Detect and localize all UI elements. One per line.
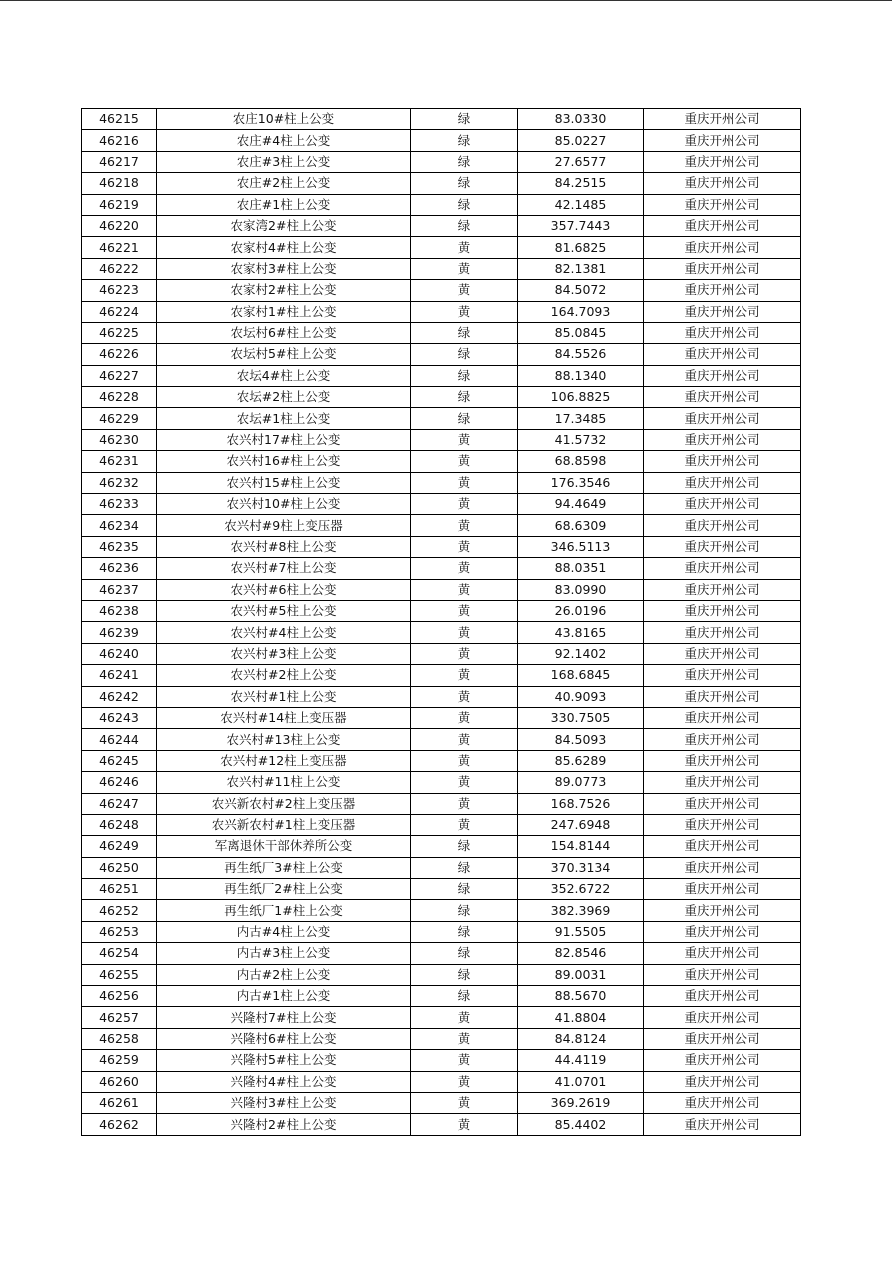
table-row <box>82 1007 801 1028</box>
value-cell: 40.9093 <box>518 686 644 707</box>
table-row <box>82 258 801 279</box>
value-cell: 168.6845 <box>518 665 644 686</box>
value-cell: 382.3969 <box>518 900 644 921</box>
table-row <box>82 772 801 793</box>
name-cell: 农兴村#4柱上公变 <box>157 622 411 643</box>
table-row <box>82 408 801 429</box>
value-cell: 370.3134 <box>518 857 644 878</box>
id-cell: 46243 <box>82 707 157 728</box>
value-cell: 94.4649 <box>518 494 644 515</box>
status-cell: 绿 <box>411 322 518 343</box>
status-cell: 绿 <box>411 387 518 408</box>
table-row <box>82 943 801 964</box>
company-cell: 重庆开州公司 <box>644 921 801 942</box>
id-cell: 46227 <box>82 365 157 386</box>
status-cell: 黄 <box>411 579 518 600</box>
name-cell: 内古#1柱上公变 <box>157 986 411 1007</box>
name-cell: 农庄10#柱上公变 <box>157 109 411 130</box>
company-cell: 重庆开州公司 <box>644 643 801 664</box>
status-cell: 绿 <box>411 921 518 942</box>
company-cell: 重庆开州公司 <box>644 600 801 621</box>
company-cell: 重庆开州公司 <box>644 622 801 643</box>
company-cell: 重庆开州公司 <box>644 750 801 771</box>
value-cell: 81.6825 <box>518 237 644 258</box>
company-cell: 重庆开州公司 <box>644 109 801 130</box>
company-cell: 重庆开州公司 <box>644 793 801 814</box>
value-cell: 41.8804 <box>518 1007 644 1028</box>
value-cell: 17.3485 <box>518 408 644 429</box>
id-cell: 46240 <box>82 643 157 664</box>
id-cell: 46232 <box>82 472 157 493</box>
company-cell: 重庆开州公司 <box>644 729 801 750</box>
name-cell: 农兴村#14柱上变压器 <box>157 707 411 728</box>
value-cell: 68.6309 <box>518 515 644 536</box>
table-row <box>82 365 801 386</box>
value-cell: 85.0845 <box>518 322 644 343</box>
value-cell: 88.5670 <box>518 986 644 1007</box>
id-cell: 46241 <box>82 665 157 686</box>
name-cell: 农兴村#12柱上变压器 <box>157 750 411 771</box>
value-cell: 82.1381 <box>518 258 644 279</box>
name-cell: 农家湾2#柱上公变 <box>157 215 411 236</box>
status-cell: 黄 <box>411 665 518 686</box>
company-cell: 重庆开州公司 <box>644 215 801 236</box>
status-cell: 黄 <box>411 750 518 771</box>
table-row <box>82 515 801 536</box>
name-cell: 兴隆村2#柱上公变 <box>157 1114 411 1135</box>
value-cell: 84.5072 <box>518 280 644 301</box>
name-cell: 农坛#1柱上公变 <box>157 408 411 429</box>
id-cell: 46223 <box>82 280 157 301</box>
status-cell: 黄 <box>411 600 518 621</box>
table-row <box>82 130 801 151</box>
table-row <box>82 814 801 835</box>
status-cell: 绿 <box>411 173 518 194</box>
company-cell: 重庆开州公司 <box>644 857 801 878</box>
name-cell: 农兴村#13柱上公变 <box>157 729 411 750</box>
table-row <box>82 900 801 921</box>
value-cell: 154.8144 <box>518 836 644 857</box>
table-row <box>82 793 801 814</box>
table-row <box>82 472 801 493</box>
table-row <box>82 1050 801 1071</box>
status-cell: 黄 <box>411 558 518 579</box>
company-cell: 重庆开州公司 <box>644 665 801 686</box>
status-cell: 黄 <box>411 707 518 728</box>
company-cell: 重庆开州公司 <box>644 814 801 835</box>
value-cell: 82.8546 <box>518 943 644 964</box>
company-cell: 重庆开州公司 <box>644 772 801 793</box>
id-cell: 46230 <box>82 429 157 450</box>
table-row <box>82 1114 801 1135</box>
company-cell: 重庆开州公司 <box>644 451 801 472</box>
company-cell: 重庆开州公司 <box>644 515 801 536</box>
name-cell: 农坛#2柱上公变 <box>157 387 411 408</box>
name-cell: 兴隆村5#柱上公变 <box>157 1050 411 1071</box>
company-cell: 重庆开州公司 <box>644 536 801 557</box>
company-cell: 重庆开州公司 <box>644 1028 801 1049</box>
name-cell: 农坛村5#柱上公变 <box>157 344 411 365</box>
company-cell: 重庆开州公司 <box>644 194 801 215</box>
company-cell: 重庆开州公司 <box>644 1050 801 1071</box>
id-cell: 46244 <box>82 729 157 750</box>
transformer-table <box>81 108 801 1136</box>
table-row <box>82 750 801 771</box>
id-cell: 46247 <box>82 793 157 814</box>
table-row <box>82 665 801 686</box>
status-cell: 绿 <box>411 900 518 921</box>
value-cell: 346.5113 <box>518 536 644 557</box>
id-cell: 46248 <box>82 814 157 835</box>
table-row <box>82 151 801 172</box>
status-cell: 黄 <box>411 536 518 557</box>
id-cell: 46220 <box>82 215 157 236</box>
status-cell: 黄 <box>411 429 518 450</box>
name-cell: 内古#3柱上公变 <box>157 943 411 964</box>
status-cell: 绿 <box>411 130 518 151</box>
table-row <box>82 536 801 557</box>
name-cell: 农兴新农村#1柱上变压器 <box>157 814 411 835</box>
value-cell: 43.8165 <box>518 622 644 643</box>
table-row <box>82 215 801 236</box>
company-cell: 重庆开州公司 <box>644 151 801 172</box>
value-cell: 85.4402 <box>518 1114 644 1135</box>
status-cell: 黄 <box>411 814 518 835</box>
company-cell: 重庆开州公司 <box>644 387 801 408</box>
value-cell: 247.6948 <box>518 814 644 835</box>
name-cell: 兴隆村4#柱上公变 <box>157 1071 411 1092</box>
table-row <box>82 964 801 985</box>
status-cell: 黄 <box>411 729 518 750</box>
id-cell: 46239 <box>82 622 157 643</box>
value-cell: 26.0196 <box>518 600 644 621</box>
company-cell: 重庆开州公司 <box>644 900 801 921</box>
id-cell: 46260 <box>82 1071 157 1092</box>
status-cell: 黄 <box>411 451 518 472</box>
status-cell: 绿 <box>411 365 518 386</box>
value-cell: 369.2619 <box>518 1092 644 1113</box>
name-cell: 兴隆村6#柱上公变 <box>157 1028 411 1049</box>
name-cell: 内古#2柱上公变 <box>157 964 411 985</box>
table-row <box>82 879 801 900</box>
table-row <box>82 1071 801 1092</box>
status-cell: 绿 <box>411 964 518 985</box>
name-cell: 农兴村#7柱上公变 <box>157 558 411 579</box>
table-row <box>82 600 801 621</box>
table-row <box>82 686 801 707</box>
value-cell: 88.0351 <box>518 558 644 579</box>
id-cell: 46217 <box>82 151 157 172</box>
company-cell: 重庆开州公司 <box>644 280 801 301</box>
table-row <box>82 237 801 258</box>
company-cell: 重庆开州公司 <box>644 322 801 343</box>
name-cell: 农庄#4柱上公变 <box>157 130 411 151</box>
id-cell: 46215 <box>82 109 157 130</box>
company-cell: 重庆开州公司 <box>644 429 801 450</box>
table-row <box>82 643 801 664</box>
table-row <box>82 558 801 579</box>
name-cell: 农兴村#3柱上公变 <box>157 643 411 664</box>
company-cell: 重庆开州公司 <box>644 943 801 964</box>
company-cell: 重庆开州公司 <box>644 237 801 258</box>
id-cell: 46249 <box>82 836 157 857</box>
table-row <box>82 857 801 878</box>
table-body <box>82 109 801 1136</box>
status-cell: 绿 <box>411 151 518 172</box>
name-cell: 农坛村6#柱上公变 <box>157 322 411 343</box>
value-cell: 44.4119 <box>518 1050 644 1071</box>
company-cell: 重庆开州公司 <box>644 494 801 515</box>
company-cell: 重庆开州公司 <box>644 1007 801 1028</box>
id-cell: 46216 <box>82 130 157 151</box>
name-cell: 农兴村#1柱上公变 <box>157 686 411 707</box>
id-cell: 46261 <box>82 1092 157 1113</box>
value-cell: 164.7093 <box>518 301 644 322</box>
name-cell: 农兴村#9柱上变压器 <box>157 515 411 536</box>
table-row <box>82 986 801 1007</box>
status-cell: 绿 <box>411 879 518 900</box>
table-row <box>82 322 801 343</box>
company-cell: 重庆开州公司 <box>644 408 801 429</box>
value-cell: 83.0330 <box>518 109 644 130</box>
name-cell: 农家村1#柱上公变 <box>157 301 411 322</box>
value-cell: 41.5732 <box>518 429 644 450</box>
name-cell: 农家村3#柱上公变 <box>157 258 411 279</box>
value-cell: 89.0773 <box>518 772 644 793</box>
value-cell: 42.1485 <box>518 194 644 215</box>
status-cell: 绿 <box>411 857 518 878</box>
status-cell: 黄 <box>411 237 518 258</box>
name-cell: 农庄#3柱上公变 <box>157 151 411 172</box>
name-cell: 兴隆村3#柱上公变 <box>157 1092 411 1113</box>
value-cell: 92.1402 <box>518 643 644 664</box>
company-cell: 重庆开州公司 <box>644 258 801 279</box>
company-cell: 重庆开州公司 <box>644 1114 801 1135</box>
value-cell: 91.5505 <box>518 921 644 942</box>
table-row <box>82 429 801 450</box>
table-row <box>82 729 801 750</box>
status-cell: 黄 <box>411 793 518 814</box>
company-cell: 重庆开州公司 <box>644 558 801 579</box>
name-cell: 农庄#1柱上公变 <box>157 194 411 215</box>
id-cell: 46226 <box>82 344 157 365</box>
status-cell: 黄 <box>411 643 518 664</box>
table-row <box>82 387 801 408</box>
id-cell: 46225 <box>82 322 157 343</box>
id-cell: 46221 <box>82 237 157 258</box>
id-cell: 46242 <box>82 686 157 707</box>
name-cell: 再生纸厂1#柱上公变 <box>157 900 411 921</box>
name-cell: 农兴村15#柱上公变 <box>157 472 411 493</box>
status-cell: 绿 <box>411 986 518 1007</box>
name-cell: 农家村4#柱上公变 <box>157 237 411 258</box>
id-cell: 46231 <box>82 451 157 472</box>
page-top-border <box>0 0 892 1</box>
company-cell: 重庆开州公司 <box>644 301 801 322</box>
table-row <box>82 494 801 515</box>
table-row <box>82 301 801 322</box>
value-cell: 84.5093 <box>518 729 644 750</box>
status-cell: 绿 <box>411 215 518 236</box>
value-cell: 352.6722 <box>518 879 644 900</box>
table-row <box>82 707 801 728</box>
table-row <box>82 579 801 600</box>
company-cell: 重庆开州公司 <box>644 707 801 728</box>
id-cell: 46219 <box>82 194 157 215</box>
company-cell: 重庆开州公司 <box>644 472 801 493</box>
status-cell: 黄 <box>411 1092 518 1113</box>
status-cell: 绿 <box>411 344 518 365</box>
table-row <box>82 280 801 301</box>
value-cell: 85.6289 <box>518 750 644 771</box>
id-cell: 46224 <box>82 301 157 322</box>
status-cell: 绿 <box>411 836 518 857</box>
value-cell: 176.3546 <box>518 472 644 493</box>
id-cell: 46255 <box>82 964 157 985</box>
name-cell: 内古#4柱上公变 <box>157 921 411 942</box>
table-row <box>82 451 801 472</box>
id-cell: 46259 <box>82 1050 157 1071</box>
status-cell: 绿 <box>411 194 518 215</box>
name-cell: 农兴村#5柱上公变 <box>157 600 411 621</box>
status-cell: 黄 <box>411 1114 518 1135</box>
table-row <box>82 194 801 215</box>
status-cell: 黄 <box>411 258 518 279</box>
name-cell: 农庄#2柱上公变 <box>157 173 411 194</box>
id-cell: 46228 <box>82 387 157 408</box>
value-cell: 68.8598 <box>518 451 644 472</box>
status-cell: 绿 <box>411 408 518 429</box>
id-cell: 46229 <box>82 408 157 429</box>
table-row <box>82 1028 801 1049</box>
id-cell: 46256 <box>82 986 157 1007</box>
id-cell: 46245 <box>82 750 157 771</box>
status-cell: 黄 <box>411 1050 518 1071</box>
name-cell: 农坛4#柱上公变 <box>157 365 411 386</box>
name-cell: 农兴村#2柱上公变 <box>157 665 411 686</box>
value-cell: 83.0990 <box>518 579 644 600</box>
value-cell: 41.0701 <box>518 1071 644 1092</box>
status-cell: 绿 <box>411 943 518 964</box>
company-cell: 重庆开州公司 <box>644 879 801 900</box>
id-cell: 46254 <box>82 943 157 964</box>
company-cell: 重庆开州公司 <box>644 173 801 194</box>
id-cell: 46246 <box>82 772 157 793</box>
name-cell: 再生纸厂2#柱上公变 <box>157 879 411 900</box>
name-cell: 农兴新农村#2柱上变压器 <box>157 793 411 814</box>
id-cell: 46236 <box>82 558 157 579</box>
value-cell: 168.7526 <box>518 793 644 814</box>
name-cell: 兴隆村7#柱上公变 <box>157 1007 411 1028</box>
value-cell: 106.8825 <box>518 387 644 408</box>
id-cell: 46262 <box>82 1114 157 1135</box>
value-cell: 330.7505 <box>518 707 644 728</box>
company-cell: 重庆开州公司 <box>644 986 801 1007</box>
table-row <box>82 622 801 643</box>
table-row <box>82 344 801 365</box>
name-cell: 再生纸厂3#柱上公变 <box>157 857 411 878</box>
status-cell: 黄 <box>411 772 518 793</box>
status-cell: 黄 <box>411 301 518 322</box>
name-cell: 农兴村#8柱上公变 <box>157 536 411 557</box>
status-cell: 黄 <box>411 472 518 493</box>
value-cell: 84.5526 <box>518 344 644 365</box>
id-cell: 46222 <box>82 258 157 279</box>
company-cell: 重庆开州公司 <box>644 686 801 707</box>
value-cell: 89.0031 <box>518 964 644 985</box>
company-cell: 重庆开州公司 <box>644 365 801 386</box>
value-cell: 85.0227 <box>518 130 644 151</box>
value-cell: 84.8124 <box>518 1028 644 1049</box>
id-cell: 46258 <box>82 1028 157 1049</box>
company-cell: 重庆开州公司 <box>644 964 801 985</box>
name-cell: 农家村2#柱上公变 <box>157 280 411 301</box>
name-cell: 农兴村10#柱上公变 <box>157 494 411 515</box>
status-cell: 绿 <box>411 109 518 130</box>
id-cell: 46253 <box>82 921 157 942</box>
name-cell: 农兴村17#柱上公变 <box>157 429 411 450</box>
name-cell: 农兴村#11柱上公变 <box>157 772 411 793</box>
value-cell: 84.2515 <box>518 173 644 194</box>
company-cell: 重庆开州公司 <box>644 579 801 600</box>
id-cell: 46233 <box>82 494 157 515</box>
table-row <box>82 1092 801 1113</box>
name-cell: 农兴村16#柱上公变 <box>157 451 411 472</box>
id-cell: 46257 <box>82 1007 157 1028</box>
id-cell: 46252 <box>82 900 157 921</box>
value-cell: 27.6577 <box>518 151 644 172</box>
name-cell: 军离退休干部休养所公变 <box>157 836 411 857</box>
id-cell: 46238 <box>82 600 157 621</box>
id-cell: 46237 <box>82 579 157 600</box>
status-cell: 黄 <box>411 515 518 536</box>
id-cell: 46250 <box>82 857 157 878</box>
id-cell: 46251 <box>82 879 157 900</box>
table-row <box>82 921 801 942</box>
table-row <box>82 173 801 194</box>
company-cell: 重庆开州公司 <box>644 1092 801 1113</box>
company-cell: 重庆开州公司 <box>644 130 801 151</box>
status-cell: 黄 <box>411 1071 518 1092</box>
status-cell: 黄 <box>411 494 518 515</box>
status-cell: 黄 <box>411 1007 518 1028</box>
company-cell: 重庆开州公司 <box>644 1071 801 1092</box>
table-row <box>82 109 801 130</box>
status-cell: 黄 <box>411 686 518 707</box>
company-cell: 重庆开州公司 <box>644 344 801 365</box>
value-cell: 357.7443 <box>518 215 644 236</box>
name-cell: 农兴村#6柱上公变 <box>157 579 411 600</box>
id-cell: 46218 <box>82 173 157 194</box>
company-cell: 重庆开州公司 <box>644 836 801 857</box>
status-cell: 黄 <box>411 1028 518 1049</box>
id-cell: 46235 <box>82 536 157 557</box>
value-cell: 88.1340 <box>518 365 644 386</box>
table-row <box>82 836 801 857</box>
id-cell: 46234 <box>82 515 157 536</box>
status-cell: 黄 <box>411 622 518 643</box>
status-cell: 黄 <box>411 280 518 301</box>
